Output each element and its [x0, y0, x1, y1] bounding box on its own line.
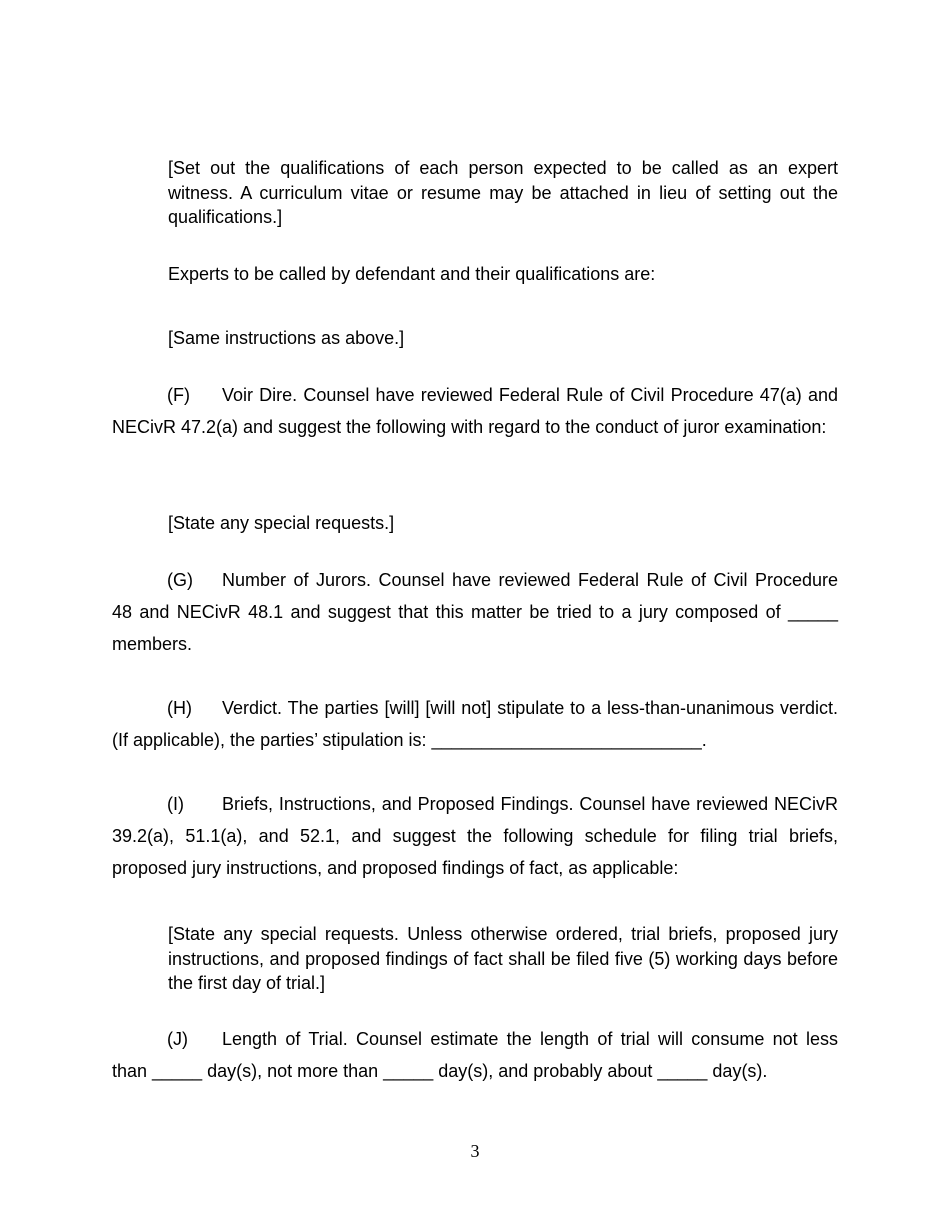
section-i-briefs: [112, 788, 838, 884]
section-h-text: Verdict. The parties [will] [will not] stipulate to a less-than-unanimous verdict. (If applicable), the parties’ stipulation is: ___________________________.: [112, 698, 838, 750]
section-g-label: (G): [167, 570, 193, 590]
section-i-instruction: [State any special requests. Unless otherwise ordered, trial briefs, proposed jury instructions, and proposed findings of fact shall be filed five (5) working days before the first day of trial.]: [168, 924, 838, 993]
section-f-label: (F): [167, 385, 190, 405]
section-g-text: Number of Jurors. Counsel have reviewed Federal Rule of Civil Procedure 48 and NECivR 48.1 and suggest that this matter be tried to a jury composed of _____ members.: [112, 570, 838, 654]
page-number: 3: [470, 1141, 480, 1161]
section-j-length-of-trial: [112, 1023, 838, 1087]
section-i-text: Briefs, Instructions, and Proposed Findings. Counsel have reviewed NECivR 39.2(a), 51.1(a), and 52.1, and suggest the following schedule for filing trial briefs, proposed jury instructions, and proposed findings of fact, as applicable:: [112, 794, 838, 878]
section-i-label: (I): [167, 794, 184, 814]
section-f-voir-dire: [112, 379, 838, 443]
section-f-text: Voir Dire. Counsel have reviewed Federal Rule of Civil Procedure 47(a) and NECivR 47.2(a) and suggest the following with regard to the conduct of juror examination:: [112, 385, 838, 437]
section-h-label: (H): [167, 698, 192, 718]
section-j-label: (J): [167, 1029, 188, 1049]
section-h-verdict: [112, 692, 838, 756]
same-instructions-note: [Same instructions as above.]: [168, 328, 405, 348]
defendant-experts-heading: Experts to be called by defendant and their qualifications are:: [168, 264, 656, 284]
section-g-number-of-jurors: [112, 564, 838, 660]
section-f-instruction: [State any special requests.]: [168, 513, 395, 533]
section-j-text: Length of Trial. Counsel estimate the length of trial will consume not less than _____ day(s), not more than _____ day(s), and probably about _____ day(s).: [112, 1029, 838, 1081]
expert-qualifications-instruction: [Set out the qualifications of each person expected to be called as an expert witness. A curriculum vitae or resume may be attached in lieu of setting out the qualifications.]: [168, 158, 838, 227]
